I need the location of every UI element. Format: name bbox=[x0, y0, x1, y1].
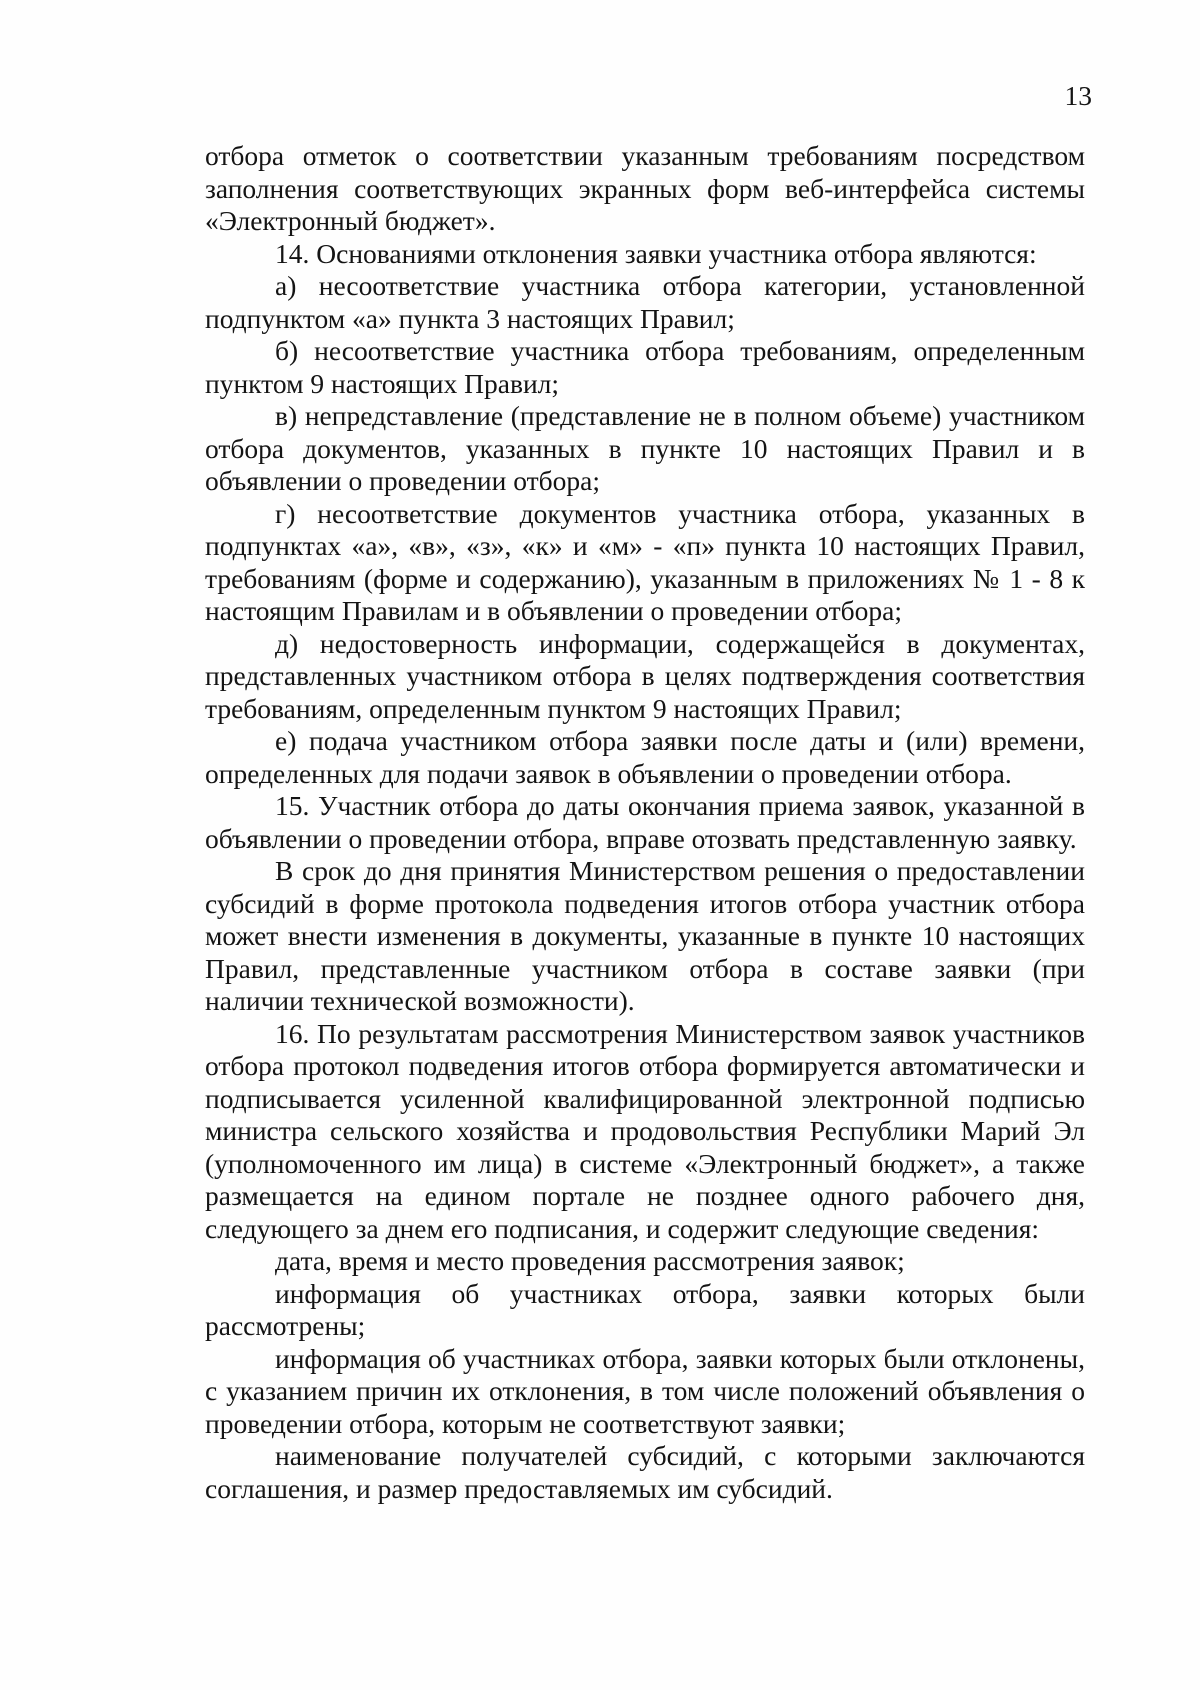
paragraph-list-recipients: наименование получателей субсидий, с которыми заключаются соглашения, и размер предоставляемых им субсидий. bbox=[205, 1440, 1085, 1504]
paragraph-item-16: 16. По результатам рассмотрения Министерством заявок участников отбора протокол подведения итогов отбора формируется автоматически и подписывается усиленной квалифицированной электронной подписью министра сельского хозяйства и продовольствия Республики Марий Эл (уполномоченного им лица) в системе «Электронный бюджет», а также размещается на едином портале не позднее одного рабочего дня, следующего за днем его подписания, и содержит следующие сведения: bbox=[205, 1017, 1085, 1244]
paragraph-item-15-continued: В срок до дня принятия Министерством решения о предоставлении субсидий в форме протокола подведения итогов отбора участник отбора может внести изменения в документы, указанные в пункте 10 настоящих Правил, представленные участником отбора в составе заявки (при наличии технической возможности). bbox=[205, 855, 1085, 1016]
paragraph-subitem-g: г) несоответствие документов участника отбора, указанных в подпунктах «а», «в», «з», «к» и «м» - «п» пункта 10 настоящих Правил, требованиям (форме и содержанию), указанным в приложениях № 1 - 8 к настоящим Правилам и в объявлении о проведении отбора; bbox=[205, 497, 1085, 626]
document-body bbox=[205, 140, 1085, 1505]
paragraph-continuation: отбора отметок о соответствии указанным требованиям посредством заполнения соответствующих экранных форм веб-интерфейса системы «Электронный бюджет». bbox=[205, 140, 1085, 236]
paragraph-list-considered: информация об участниках отбора, заявки которых были рассмотрены; bbox=[205, 1277, 1085, 1341]
paragraph-list-date-time-place: дата, время и место проведения рассмотрения заявок; bbox=[275, 1245, 905, 1276]
paragraph-item-14: 14. Основаниями отклонения заявки участника отбора являются: bbox=[275, 237, 1037, 269]
paragraph-item-15: 15. Участник отбора до даты окончания приема заявок, указанной в объявлении о проведении отбора, вправе отозвать представленную заявку. bbox=[205, 790, 1085, 854]
paragraph-subitem-a: а) несоответствие участника отбора категории, установленной подпунктом «а» пункта 3 настоящих Правил; bbox=[205, 270, 1085, 334]
paragraph-subitem-d: д) недостоверность информации, содержащейся в документах, представленных участником отбора в целях подтверждения соответствия требованиям, определенным пунктом 9 настоящих Правил; bbox=[205, 627, 1085, 724]
page-number: 13 bbox=[1064, 80, 1092, 111]
paragraph-subitem-b: б) несоответствие участника отбора требованиям, определенным пунктом 9 настоящих Правил; bbox=[205, 335, 1085, 399]
paragraph-subitem-v: в) непредставление (представление не в полном объеме) участником отбора документов, указанных в пункте 10 настоящих Правил и в объявлении о проведении отбора; bbox=[205, 400, 1085, 496]
paragraph-list-rejected: информация об участниках отбора, заявки которых были отклонены, с указанием причин их отклонения, в том числе положений объявления о проведении отбора, которым не соответствуют заявки; bbox=[205, 1342, 1085, 1439]
paragraph-subitem-e: е) подача участником отбора заявки после даты и (или) времени, определенных для подачи заявок в объявлении о проведении отбора. bbox=[205, 725, 1085, 789]
